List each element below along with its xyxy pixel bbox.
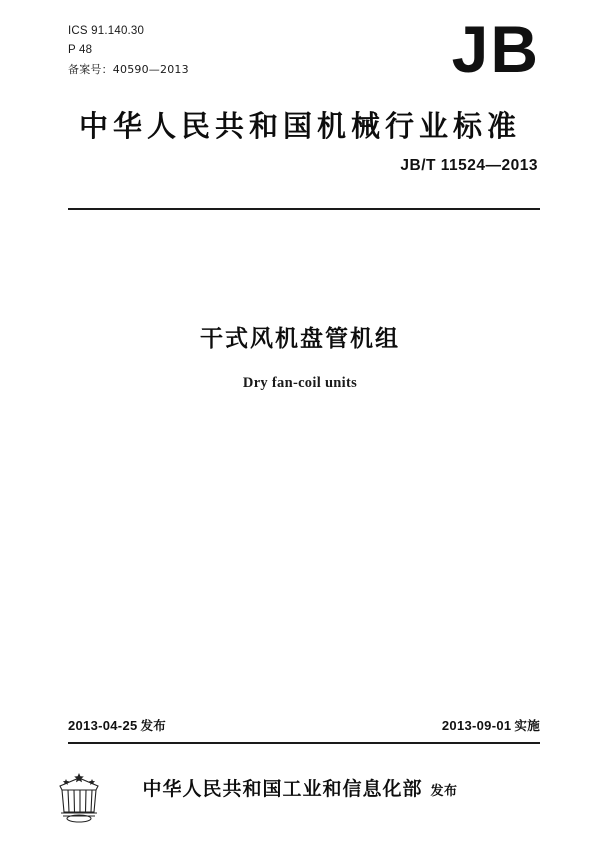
issue-date	[68, 716, 166, 734]
classification-code: P 48	[68, 44, 93, 56]
date-row	[68, 716, 540, 734]
standard-series-title: 中华人民共和国机械行业标准	[78, 109, 521, 143]
issue-date-label: 发布	[140, 718, 167, 733]
subject-title-english: Dry fan-coil units	[242, 375, 358, 391]
publish-label: 发布	[430, 784, 458, 799]
issue-date-value: 2013-04-25	[68, 718, 138, 733]
document-header	[68, 12, 540, 102]
implementation-date-label: 实施	[514, 718, 540, 733]
ics-code: ICS 91.140.30	[68, 25, 145, 37]
subject-title-chinese: 干式风机盘管机组	[200, 326, 400, 352]
jb-logo: JB	[451, 12, 540, 86]
implementation-date	[442, 716, 540, 734]
record-number: 备案号：40590—2013	[68, 63, 189, 76]
ics-info-block	[68, 22, 189, 79]
issuer-line	[0, 774, 600, 801]
implementation-date-value: 2013-09-01	[441, 718, 512, 733]
divider-top	[68, 208, 540, 210]
issuer-organization: 中华人民共和国工业和信息化部	[142, 778, 423, 800]
divider-bottom	[68, 742, 540, 744]
standard-number: JB/T 11524—2013	[400, 157, 538, 174]
